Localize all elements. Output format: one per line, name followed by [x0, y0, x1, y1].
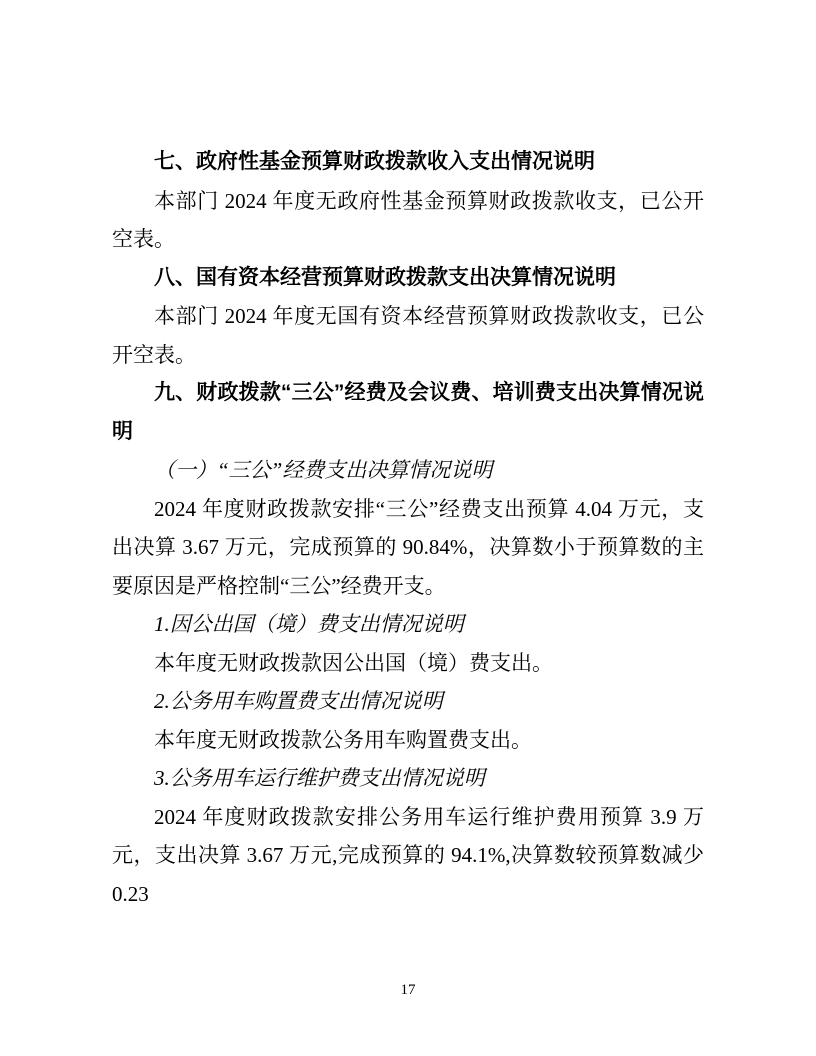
page-number: 17 [400, 982, 416, 998]
section-heading-9: 九、财政拨款“三公”经费及会议费、培训费支出决算情况说明 [112, 381, 704, 443]
item-1-paragraph: 本年度无财政拨款因公出国（境）费支出。 [154, 650, 553, 675]
item-1-heading: 1.因公出国（境）费支出情况说明 [154, 612, 464, 636]
section-7-paragraph: 本部门 2024 年度无政府性基金预算财政拨款收支，已公开空表。 [112, 188, 704, 251]
section-8-paragraph: 本部门 2024 年度无国有资本经营预算财政拨款收支，已公开空表。 [112, 304, 704, 367]
section-heading-8: 八、国有资本经营预算财政拨款支出决算情况说明 [154, 265, 616, 289]
item-2-heading: 2.公务用车购置费支出情况说明 [154, 689, 443, 713]
item-3-heading: 3.公务用车运行维护费支出情况说明 [154, 766, 485, 790]
section-heading-7: 七、政府性基金预算财政拨款收入支出情况说明 [154, 150, 595, 173]
item-3-paragraph: 2024 年度财政拨款安排公务用车运行维护费用预算 3.9 万元，支出决算 3.67 万元,完成预算的 94.1%,决算数较预算数减少 0.23 [112, 804, 704, 906]
subsection-heading-1: （一）“三公”经费支出决算情况说明 [154, 458, 493, 482]
item-2-paragraph: 本年度无财政拨款公务用车购置费支出。 [154, 727, 532, 752]
three-public-funds-paragraph: 2024 年度财政拨款安排“三公”经费支出预算 4.04 万元，支出决算 3.67 万元，完成预算的 90.84%，决算数小于预算数的主要原因是严格控制“三公”经费开支。 [112, 496, 704, 598]
document-body [112, 143, 704, 913]
